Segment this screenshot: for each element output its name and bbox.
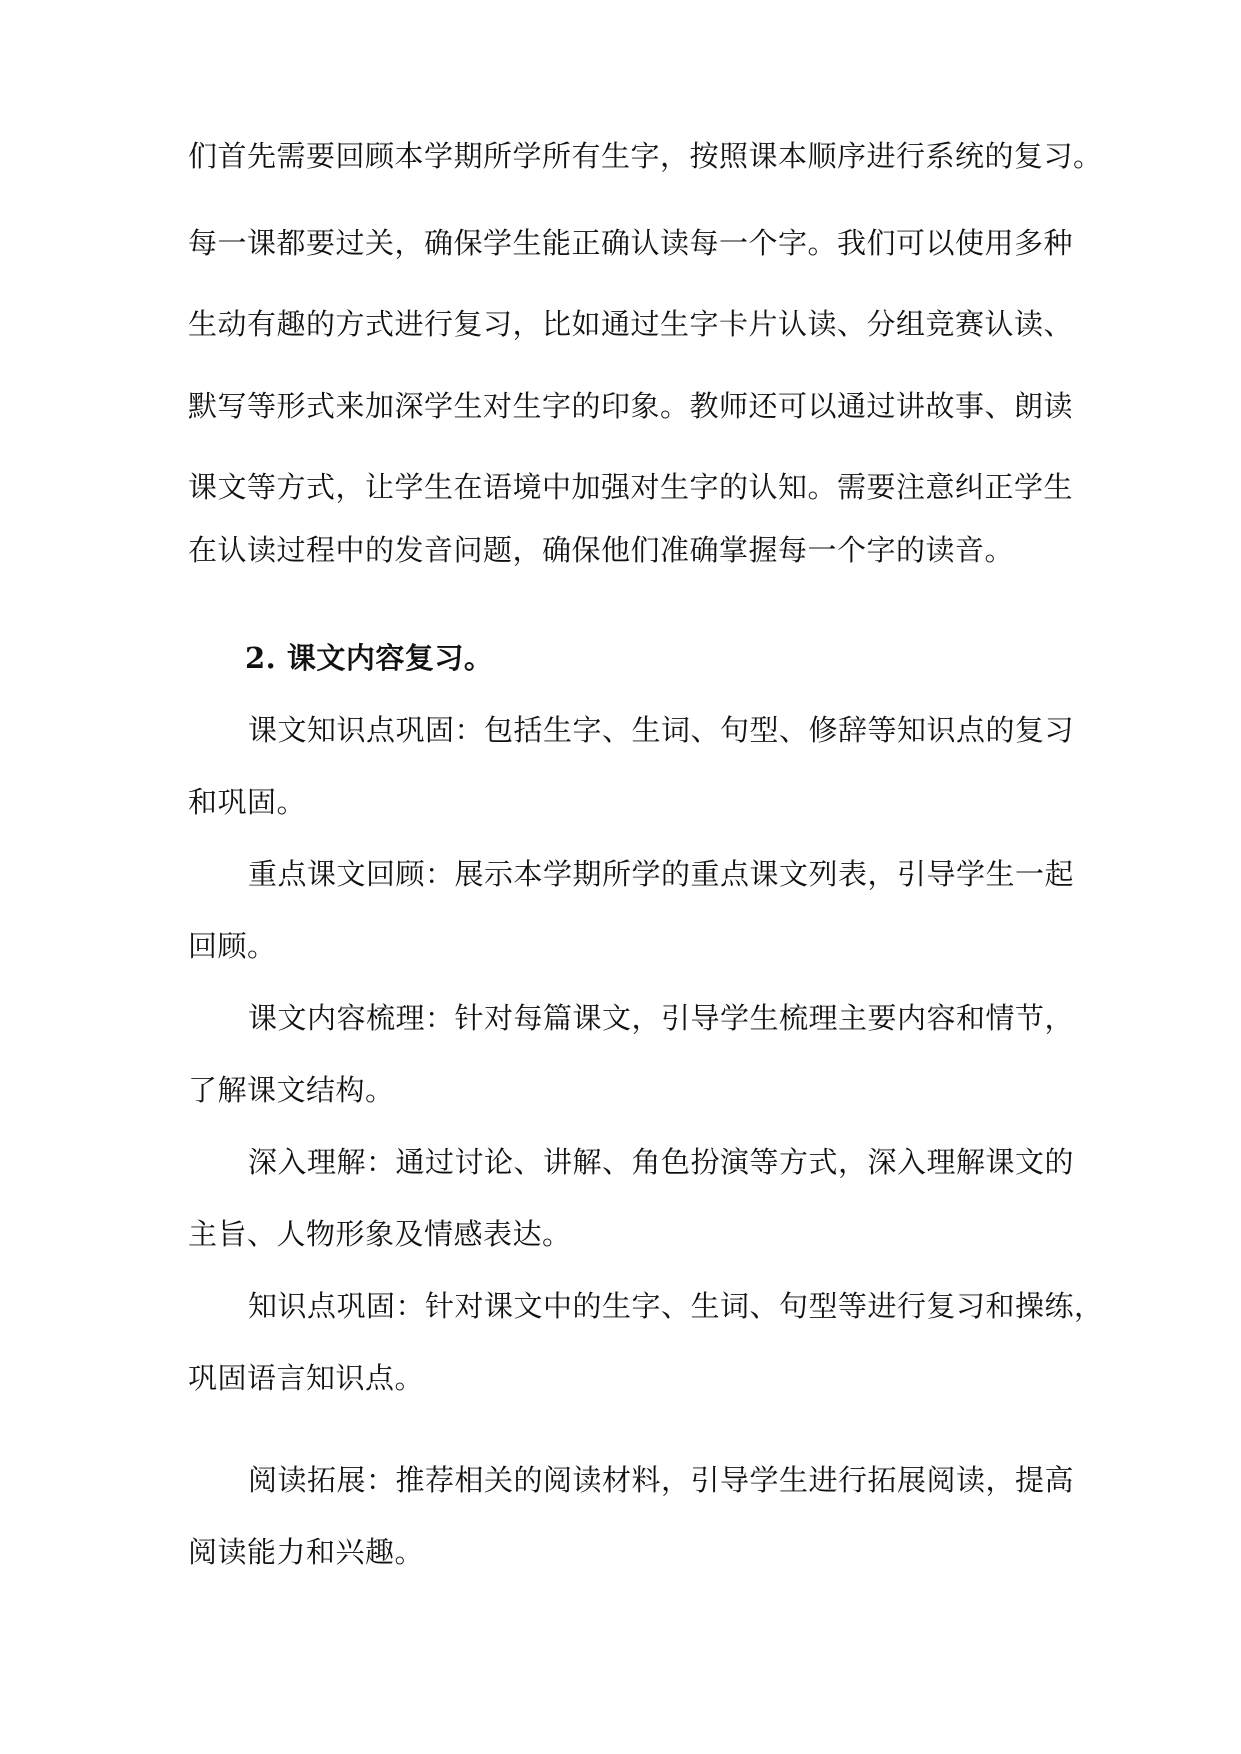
list-item-line: 和巩固。 bbox=[188, 785, 307, 819]
list-item-line: 巩固语言知识点。 bbox=[188, 1361, 425, 1395]
paragraph-line: 生动有趣的方式进行复习，比如通过生字卡片认读、分组竞赛认读、 bbox=[188, 307, 1074, 341]
list-item-line: 课文知识点巩固：包括生字、生词、句型、修辞等知识点的复习 bbox=[248, 713, 1075, 747]
list-item-line: 阅读能力和兴趣。 bbox=[188, 1535, 425, 1569]
paragraph-line: 每一课都要过关，确保学生能正确认读每一个字。我们可以使用多种 bbox=[188, 226, 1074, 260]
list-item-line: 主旨、人物形象及情感表达。 bbox=[188, 1217, 572, 1251]
paragraph-line: 们首先需要回顾本学期所学所有生字，按照课本顺序进行系统的复习。 bbox=[188, 139, 1103, 173]
list-item-line: 了解课文结构。 bbox=[188, 1073, 395, 1107]
section-heading: 2. 课文内容复习。 bbox=[245, 641, 494, 675]
list-item-line: 阅读拓展：推荐相关的阅读材料，引导学生进行拓展阅读，提高 bbox=[248, 1463, 1075, 1497]
paragraph-line: 默写等形式来加深学生对生字的印象。教师还可以通过讲故事、朗读 bbox=[188, 389, 1074, 423]
list-item-line: 课文内容梳理：针对每篇课文，引导学生梳理主要内容和情节， bbox=[248, 1001, 1075, 1035]
list-item-line: 深入理解：通过讨论、讲解、角色扮演等方式，深入理解课文的 bbox=[248, 1145, 1075, 1179]
paragraph-line: 课文等方式，让学生在语境中加强对生字的认知。需要注意纠正学生 bbox=[188, 470, 1074, 504]
list-item-line: 重点课文回顾：展示本学期所学的重点课文列表，引导学生一起 bbox=[248, 857, 1075, 891]
paragraph-line: 在认读过程中的发音问题，确保他们准确掌握每一个字的读音。 bbox=[188, 533, 1015, 567]
list-item-line: 回顾。 bbox=[188, 929, 277, 963]
list-item-line: 知识点巩固：针对课文中的生字、生词、句型等进行复习和操练， bbox=[248, 1289, 1104, 1323]
